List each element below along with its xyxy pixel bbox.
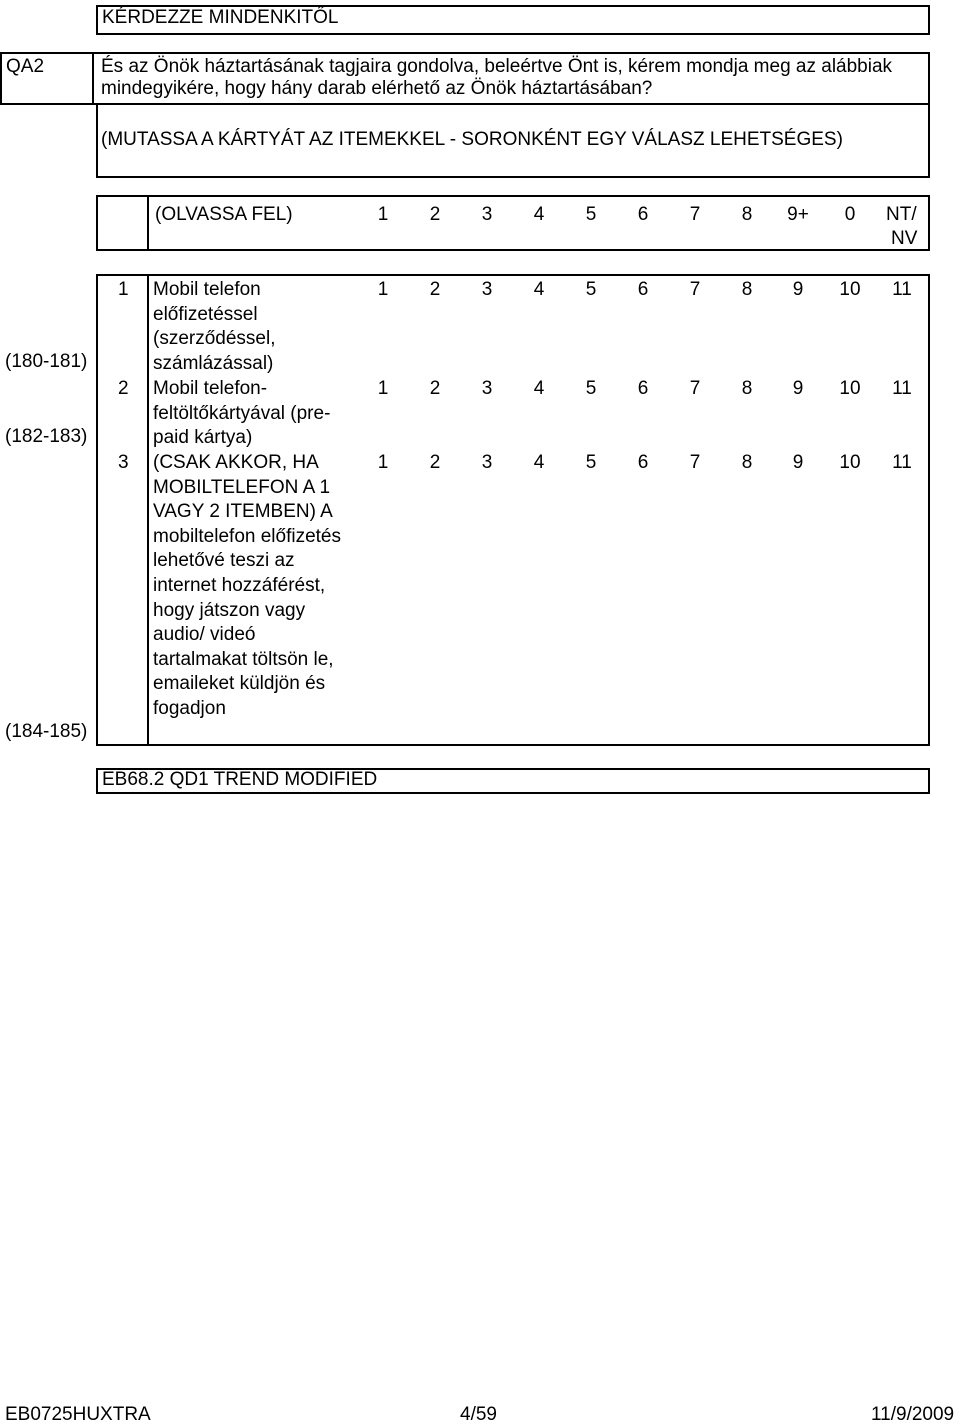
item-label-line: emaileket küldjön és (153, 673, 326, 695)
instruction-text: (MUTASSA A KÁRTYÁT AZ ITEMEKKEL - SORONKÉNT EGY VÁLASZ LEHETSÉGES) (101, 129, 843, 150)
scale-option: 0 (844, 204, 856, 225)
item-label-line: audio/ videó (153, 624, 256, 646)
answer-code[interactable]: 2 (429, 452, 441, 473)
item-number: 2 (118, 378, 129, 399)
item-number: 3 (118, 452, 129, 473)
answer-code[interactable]: 9 (792, 452, 804, 473)
footer-right: 11/9/2009 (871, 1404, 955, 1425)
answer-code[interactable]: 2 (429, 279, 441, 300)
item-label-line: hogy játszon vagy (153, 599, 306, 621)
item-label-line: (szerződéssel, (153, 328, 276, 350)
answer-code[interactable]: 5 (585, 279, 597, 300)
answer-code[interactable]: 6 (637, 279, 649, 300)
scale-option: 4 (533, 204, 545, 225)
footer-center: 4/59 (460, 1404, 497, 1425)
answer-code[interactable]: 4 (533, 452, 545, 473)
answer-code[interactable]: 3 (481, 452, 493, 473)
answer-code[interactable]: 1 (377, 378, 389, 399)
answer-code[interactable]: 11 (892, 452, 912, 473)
scale-option: 8 (741, 204, 753, 225)
nt-nv-line1: NT/ (886, 204, 917, 225)
answer-code[interactable]: 7 (689, 378, 701, 399)
answer-code[interactable]: 7 (689, 452, 701, 473)
answer-code[interactable]: 5 (585, 452, 597, 473)
scale-header-label: (OLVASSA FEL) (155, 204, 293, 225)
trend-text: EB68.2 QD1 TREND MODIFIED (102, 769, 378, 790)
item-label-line: fogadjon (153, 698, 226, 719)
item-label-line: VAGY 2 ITEMBEN) A (153, 501, 333, 523)
answer-code[interactable]: 9 (792, 279, 804, 300)
question-text-line2: mindegyikére, hogy hány darab elérhető az Önök háztartásában? (101, 78, 653, 99)
item-label-line: előfizetéssel (153, 303, 258, 325)
answer-code[interactable]: 10 (839, 452, 861, 473)
item-label-line: számlázással) (153, 352, 274, 374)
scale-header-divider (147, 195, 149, 251)
question-code: QA2 (6, 56, 45, 77)
item-label-line: mobiltelefon előfizetés (153, 525, 341, 547)
answer-code[interactable]: 11 (892, 378, 912, 399)
question-divider (92, 52, 94, 105)
item-label-line: paid kártya) (153, 427, 253, 449)
items-divider (147, 274, 149, 746)
answer-code[interactable]: 6 (637, 378, 649, 399)
answer-code[interactable]: 1 (377, 452, 389, 473)
item-label-line: (CSAK AKKOR, HA (153, 452, 319, 473)
answer-code[interactable]: 6 (637, 452, 649, 473)
item-label-line: lehetővé teszi az (153, 550, 295, 572)
answer-code[interactable]: 4 (533, 378, 545, 399)
row-code-2: (182-183) (5, 426, 88, 447)
answer-code[interactable]: 1 (377, 279, 389, 300)
question-text-line1: És az Önök háztartásának tagjaira gondolva, beleértve Önt is, kérem mondja meg az alábbiak (101, 56, 893, 77)
item-label-line: internet hozzáférést, (153, 575, 326, 596)
item-label-line: tartalmakat töltsön le, (153, 648, 334, 670)
answer-code[interactable]: 9 (792, 378, 804, 399)
nt-nv-line2: NV (891, 228, 918, 249)
item-label-line: MOBILTELEFON A 1 (153, 476, 331, 498)
answer-code[interactable]: 10 (839, 279, 861, 300)
scale-option: 1 (377, 204, 389, 225)
ask-all-label: KÉRDEZZE MINDENKITŐL (102, 7, 339, 28)
answer-code[interactable]: 7 (689, 279, 701, 300)
footer-left: EB0725HUXTRA (5, 1404, 151, 1425)
answer-code[interactable]: 5 (585, 378, 597, 399)
scale-option: 3 (481, 204, 493, 225)
answer-code[interactable]: 2 (429, 378, 441, 399)
answer-code[interactable]: 3 (481, 378, 493, 399)
scale-option: 6 (637, 204, 649, 225)
answer-code[interactable]: 11 (892, 279, 912, 300)
answer-code[interactable]: 10 (839, 378, 861, 399)
scale-option: 5 (585, 204, 597, 225)
item-label-line: Mobil telefon (153, 279, 261, 300)
item-number: 1 (118, 279, 129, 300)
item-label-line: feltöltőkártyával (pre- (153, 402, 331, 424)
answer-code[interactable]: 8 (741, 378, 753, 399)
scale-option: 9+ (787, 204, 809, 225)
scale-option: 7 (689, 204, 701, 225)
answer-code[interactable]: 3 (481, 279, 493, 300)
row-code-1: (180-181) (5, 351, 88, 372)
answer-code[interactable]: 8 (741, 279, 753, 300)
scale-option: 2 (429, 204, 441, 225)
answer-code[interactable]: 8 (741, 452, 753, 473)
item-label-line: Mobil telefon- (153, 378, 268, 399)
answer-code[interactable]: 4 (533, 279, 545, 300)
row-code-3: (184-185) (5, 721, 88, 742)
